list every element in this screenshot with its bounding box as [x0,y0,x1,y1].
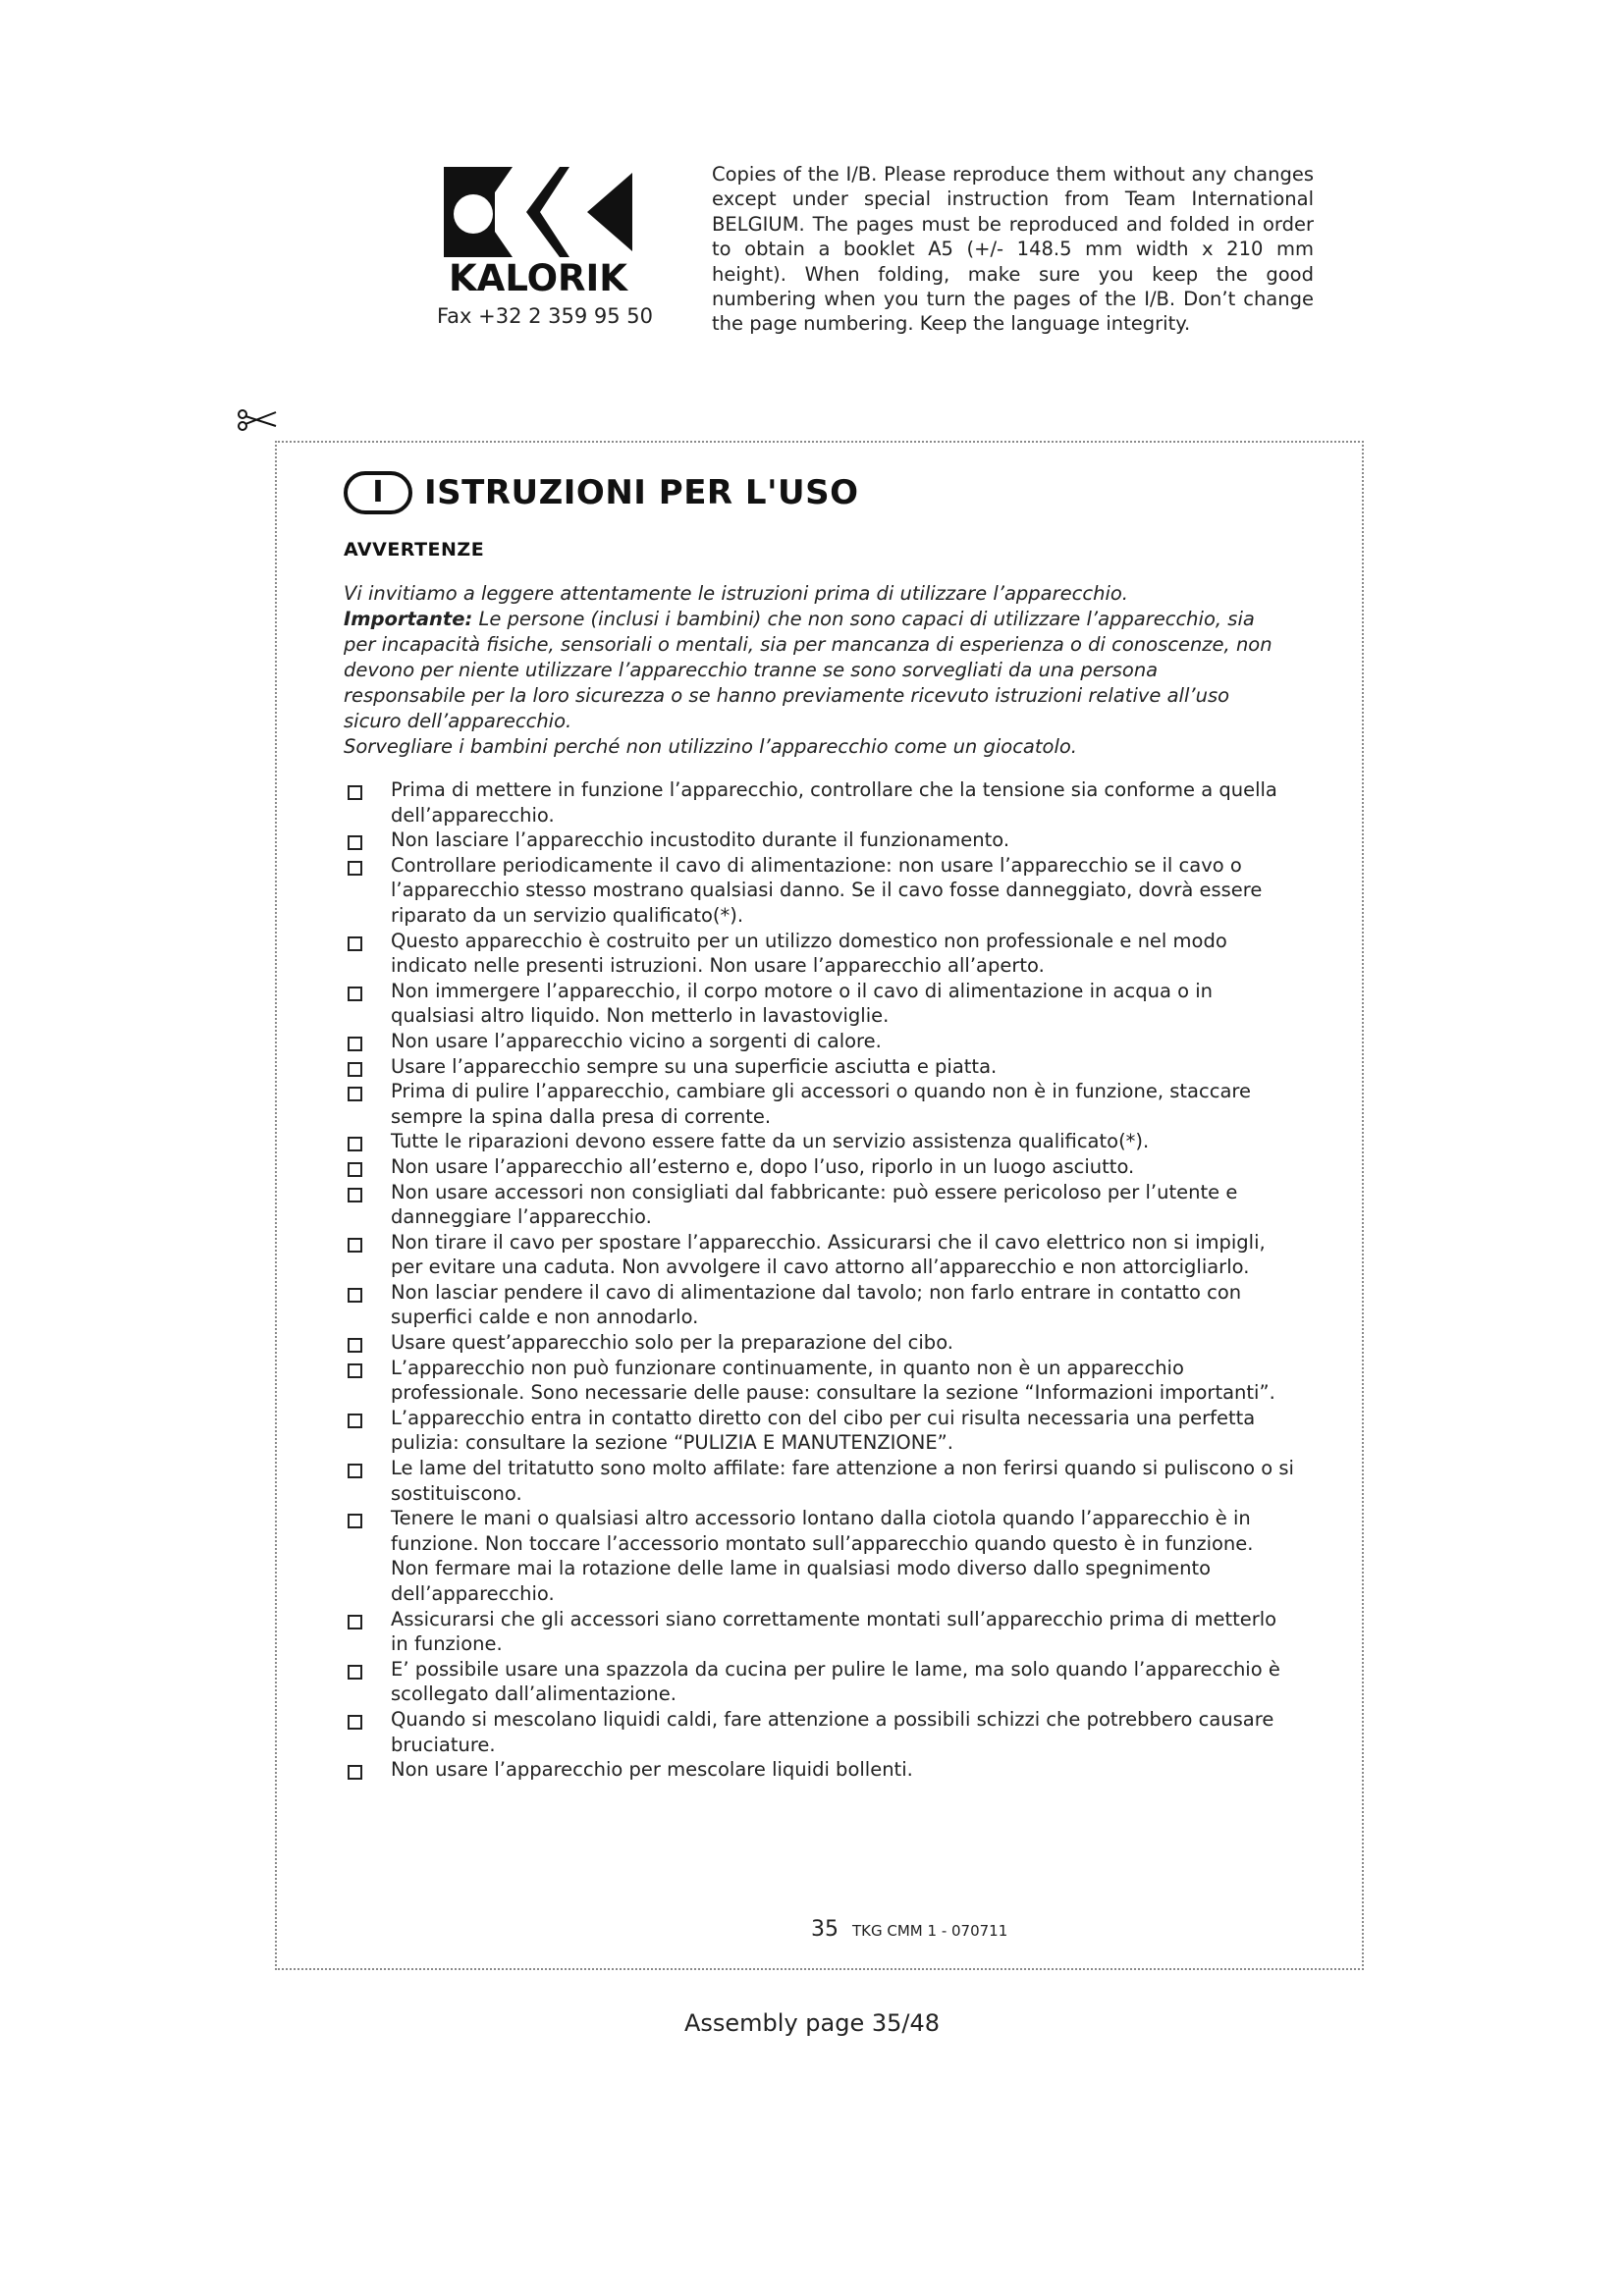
page-footer [811,1917,1007,1942]
list-item [344,979,1296,1029]
list-item-text: Prima di mettere in funzione l’apparecchio, controllare che la tensione sia conforme a quella dell’apparecchio. [391,778,1277,827]
list-item-text: Non usare l’apparecchio all’esterno e, dopo l’uso, riporlo in un luogo asciutto. [391,1154,1135,1178]
list-item [344,828,1296,853]
checkbox-bullet-icon [348,1288,362,1303]
list-item [344,1456,1296,1506]
list-item-text: Usare l’apparecchio sempre su una superficie asciutta e piatta. [391,1054,998,1078]
list-item [344,1707,1296,1757]
checkbox-bullet-icon [348,1087,362,1101]
list-item-text: Controllare periodicamente il cavo di alimentazione: non usare l’apparecchio se il cavo o l’apparecchio stesso mostrano qualsiasi danno. Se il cavo fosse danneggiato, dovrà essere riparato da un servizio qualificato(*). [391,853,1263,927]
list-item [344,1180,1296,1230]
list-item [344,929,1296,979]
checkbox-bullet-icon [348,835,362,850]
list-item-text: Tutte le riparazioni devono essere fatte da un servizio assistenza qualificato(*). [391,1130,1150,1153]
language-badge: I [344,471,412,514]
checkbox-bullet-icon [348,1615,362,1629]
intro-line-3: Sorvegliare i bambini perché non utilizzino l’apparecchio come un giocatolo. [344,735,1078,758]
list-item [344,1029,1296,1054]
list-item-text: Usare quest’apparecchio solo per la preparazione del cibo. [391,1331,953,1355]
checkbox-bullet-icon [348,1037,362,1051]
list-item-text: Non lasciar pendere il cavo di alimentazione dal tavolo; non farlo entrare in contatto con superfici calde e non annodarlo. [391,1280,1242,1329]
checkbox-bullet-icon [348,1765,362,1780]
list-item [344,1506,1296,1606]
list-item [344,1079,1296,1129]
checkbox-bullet-icon [348,936,362,951]
important-text: Le persone (inclusi i bambini) che non sono capaci di utilizzare l’apparecchio, sia per incapacità fisiche, sensoriali o mentali, sia per mancanza di esperienza o di conoscenze, non devono per niente utilizzare l’apparecchio tranne se sono sorvegliati da una persona responsabile per la loro sicurezza o se hanno previamente ricevuto istruzioni relative all’uso sicuro dell’apparecchio. [344,608,1272,732]
warnings-list [344,777,1296,1783]
list-item-text: Questo apparecchio è costruito per un utilizzo domestico non professionale e nel modo indicato nelle presenti istruzioni. Non usare l’apparecchio all’aperto. [391,929,1227,978]
checkbox-bullet-icon [348,1137,362,1151]
list-item [344,1154,1296,1180]
list-item [344,1330,1296,1356]
checkbox-bullet-icon [348,1162,362,1177]
checkbox-bullet-icon [348,1238,362,1253]
list-item-text: Non immergere l’apparecchio, il corpo motore o il cavo di alimentazione in acqua o in qualsiasi altro liquido. Non metterlo in lavastoviglie. [391,979,1214,1028]
checkbox-bullet-icon [348,1188,362,1202]
list-item-text: Non usare accessori non consigliati dal fabbricante: può essere pericoloso per l’utente e danneggiare l’apparecchio. [391,1180,1238,1229]
checkbox-bullet-icon [348,1514,362,1528]
list-item [344,1406,1296,1456]
checkbox-bullet-icon [348,1338,362,1353]
list-item [344,1607,1296,1657]
list-item [344,777,1296,828]
document-code: TKG CMM 1 - 070711 [852,1922,1008,1940]
page-title: ISTRUZIONI PER L'USO [424,473,859,512]
intro-line-1: Vi invitiamo a leggere attentamente le istruzioni prima di utilizzare l’apparecchio. [344,582,1128,605]
checkbox-bullet-icon [348,1715,362,1730]
important-paragraph [344,607,1276,734]
list-item [344,1657,1296,1707]
list-item-text: E’ possibile usare una spazzola da cucina per pulire le lame, ma solo quando l’apparecchio è scollegato dall’alimentazione. [391,1657,1280,1706]
list-item-text: L’apparecchio entra in contatto diretto con del cibo per cui risulta necessaria una perfetta pulizia: consultare la sezione “PULIZIA E MANUTENZIONE”. [391,1406,1256,1455]
checkbox-bullet-icon [348,1414,362,1428]
copies-instruction-note: Copies of the I/B. Please reproduce them without any changes except under special instruction from Team International BELGIUM. The pages must be reproduced and folded in order to obtain a booklet A5 (+/- 148.5 mm width x 210 mm height). When folding, make sure you keep the good numbering when you turn the pages of the I/B. Don’t change the page numbering. Keep the language integrity. [712,163,1314,336]
list-item [344,853,1296,929]
list-item-text: Quando si mescolano liquidi caldi, fare attenzione a possibili schizzi che potrebbero causare bruciature. [391,1707,1274,1756]
checkbox-bullet-icon [348,861,362,876]
checkbox-bullet-icon [348,1665,362,1680]
list-item [344,1757,1296,1783]
kalorik-logo-graphic [444,167,632,294]
checkbox-bullet-icon [348,1464,362,1478]
list-item [344,1129,1296,1154]
list-item [344,1054,1296,1080]
logo-wordmark: KALORIK [449,257,627,294]
checkbox-bullet-icon [348,987,362,1001]
warnings-heading: AVVERTENZE [344,539,485,561]
assembly-page-label: Assembly page 35/48 [683,2009,941,2037]
fax-number: Fax +32 2 359 95 50 [436,304,654,328]
intro-paragraph [344,581,1276,760]
list-item-text: Non usare l’apparecchio vicino a sorgenti di calore. [391,1029,882,1052]
list-item-text: Assicurarsi che gli accessori siano correttamente montati sull’apparecchio prima di metterlo in funzione. [391,1607,1277,1656]
checkbox-bullet-icon [348,1062,362,1077]
checkbox-bullet-icon [348,1363,362,1378]
page-number: 35 [811,1917,839,1942]
list-item-text: Tenere le mani o qualsiasi altro accessorio lontano dalla ciotola quando l’apparecchio è in funzione. Non toccare l’accessorio montato sull’apparecchio quando questo è in funzione. Non fermare mai la rotazione delle lame in qualsiasi modo diverso dallo spegnimento dell’apparecchio. [391,1507,1254,1605]
list-item [344,1280,1296,1330]
scissors-icon [237,406,280,436]
list-item-text: Le lame del tritatutto sono molto affilate: fare attenzione a non ferirsi quando si puliscono o si sostituiscono. [391,1457,1294,1505]
list-item [344,1356,1296,1406]
kalorik-logo [444,167,632,294]
list-item-text: Non usare l’apparecchio per mescolare liquidi bollenti. [391,1758,913,1782]
section-title-row [344,469,859,516]
important-label: Importante: [344,608,473,630]
list-item-text: Non lasciare l’apparecchio incustodito durante il funzionamento. [391,828,1010,852]
checkbox-bullet-icon [348,785,362,800]
list-item [344,1230,1296,1280]
list-item-text: Non tirare il cavo per spostare l’apparecchio. Assicurarsi che il cavo elettrico non si impigli, per evitare una caduta. Non avvolgere il cavo attorno all’apparecchio e non attorcigliarlo. [391,1230,1266,1279]
list-item-text: L’apparecchio non può funzionare continuamente, in quanto non è un apparecchio professionale. Sono necessarie delle pause: consultare la sezione “Informazioni importanti”. [391,1356,1275,1405]
list-item-text: Prima di pulire l’apparecchio, cambiare gli accessori o quando non è in funzione, staccare sempre la spina dalla presa di corrente. [391,1080,1251,1128]
